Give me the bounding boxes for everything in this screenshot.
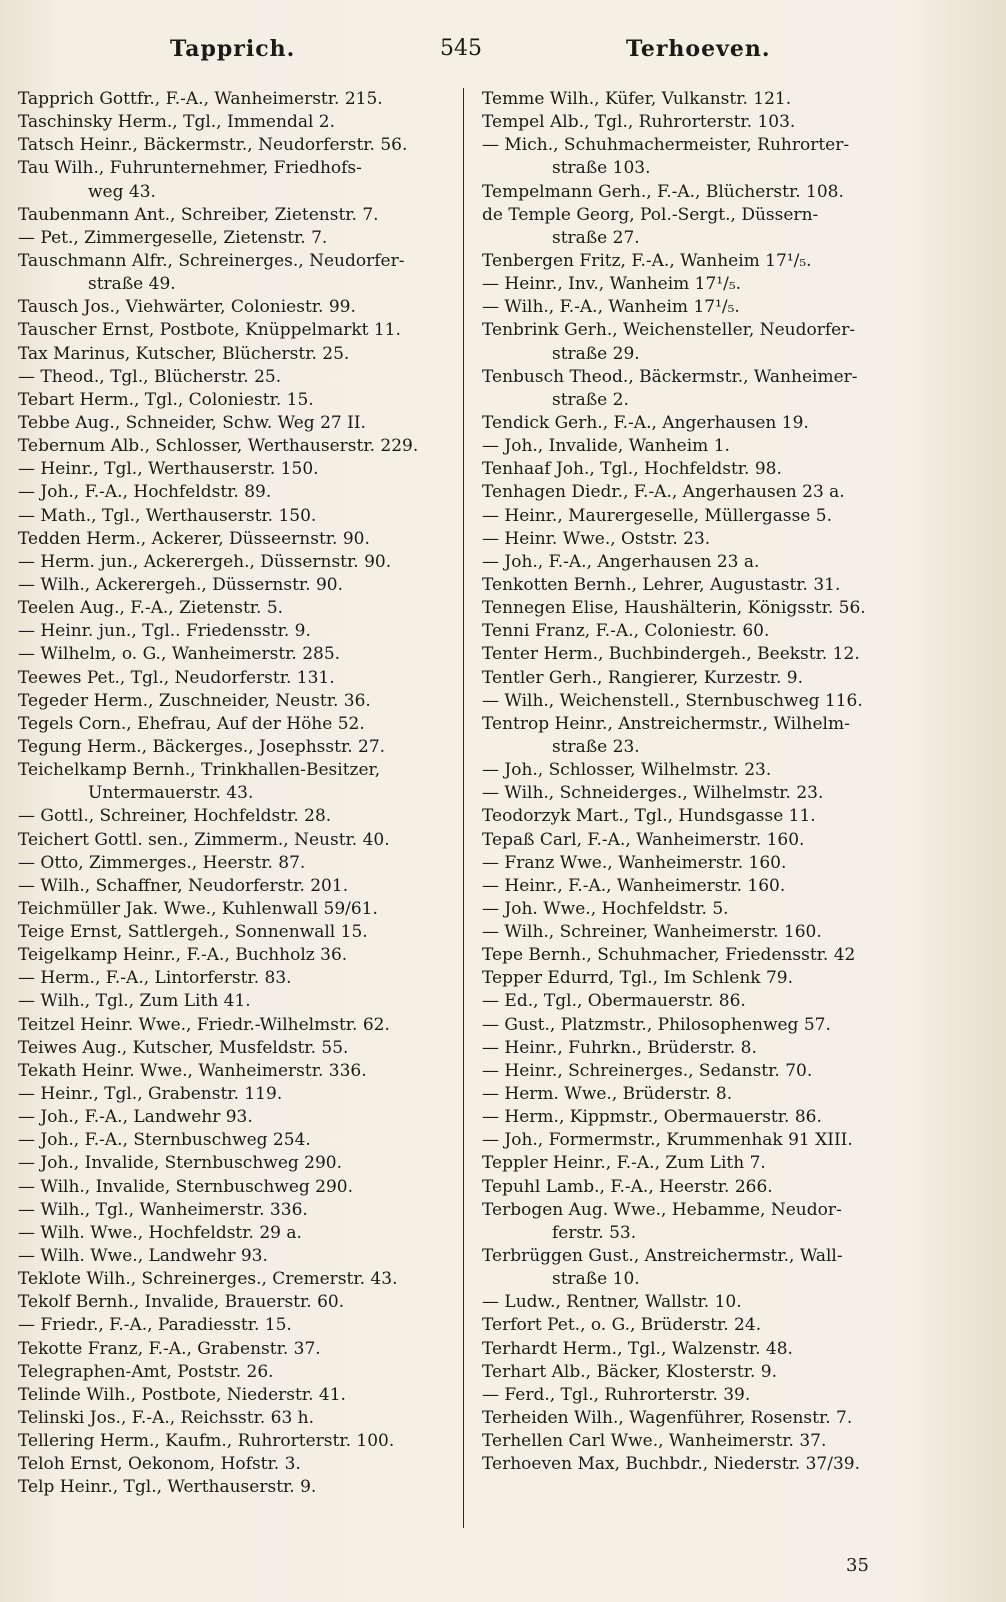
directory-entry: Tebernum Alb., Schlosser, Werthauserstr. 229.	[18, 436, 419, 457]
directory-entry: Tatsch Heinr., Bäckermstr., Neudorferstr. 56.	[18, 135, 408, 156]
directory-entry: — Wilh., Ackerergeh., Düssernstr. 90.	[18, 574, 344, 595]
directory-entry: Telinski Jos., F.-A., Reichsstr. 63 h.	[18, 1408, 315, 1429]
directory-entry: Teklote Wilh., Schreinerges., Cremerstr. 43.	[18, 1269, 398, 1290]
directory-entry: Taubenmann Ant., Schreiber, Zietenstr. 7.	[18, 204, 379, 225]
directory-entry: — Franz Wwe., Wanheimerstr. 160.	[482, 852, 787, 873]
directory-entry: Tebbe Aug., Schneider, Schw. Weg 27 II.	[18, 412, 366, 433]
directory-entry: Telegraphen-Amt, Poststr. 26.	[18, 1361, 274, 1382]
directory-entry: Temme Wilh., Küfer, Vulkanstr. 121.	[482, 89, 792, 109]
directory-entry: Teloh Ernst, Oekonom, Hofstr. 3.	[18, 1454, 301, 1475]
directory-entry: Tempelmann Gerh., F.-A., Blücherstr. 108.	[482, 181, 844, 202]
directory-entry: — Heinr., Tgl., Grabenstr. 119.	[18, 1084, 283, 1105]
directory-entry: Tedden Herm., Ackerer, Düsseernstr. 90.	[18, 528, 370, 549]
directory-entry: weg 43.	[88, 181, 156, 202]
directory-entry: Tellering Herm., Kaufm., Ruhrorterstr. 100.	[18, 1431, 395, 1452]
directory-entry: Tekotte Franz, F.-A., Grabenstr. 37.	[18, 1338, 321, 1359]
directory-entry: — Ed., Tgl., Obermauerstr. 86.	[482, 991, 746, 1012]
directory-entry: straße 23.	[552, 736, 640, 757]
directory-entry: — Wilh., F.-A., Wanheim 17¹/₅.	[482, 297, 740, 318]
directory-entry: Teelen Aug., F.-A., Zietenstr. 5.	[18, 598, 284, 619]
directory-entry: — Wilh., Schreiner, Wanheimerstr. 160.	[482, 922, 822, 943]
directory-entry: — Wilh., Invalide, Sternbuschweg 290.	[18, 1176, 354, 1197]
directory-entry: Terheiden Wilh., Wagenführer, Rosenstr. 7.	[482, 1408, 853, 1429]
directory-entry: Telp Heinr., Tgl., Werthauserstr. 9.	[18, 1477, 317, 1498]
directory-entry: Tendick Gerh., F.-A., Angerhausen 19.	[482, 412, 809, 433]
page-number: 545	[440, 36, 482, 61]
directory-entry: — Joh., Formermstr., Krummenhak 91 XIII.	[482, 1130, 853, 1151]
directory-entry: Tenhaaf Joh., Tgl., Hochfeldstr. 98.	[482, 459, 782, 480]
directory-entry: Tekath Heinr. Wwe., Wanheimerstr. 336.	[18, 1060, 367, 1081]
directory-entry: Teodorzyk Mart., Tgl., Hundsgasse 11.	[482, 806, 816, 827]
directory-entry: Tegels Corn., Ehefrau, Auf der Höhe 52.	[18, 713, 365, 734]
directory-entry: Tenter Herm., Buchbindergeh., Beekstr. 12.	[482, 644, 860, 665]
directory-entry: — Joh., F.-A., Sternbuschweg 254.	[18, 1130, 311, 1151]
directory-entry: — Pet., Zimmergeselle, Zietenstr. 7.	[18, 227, 328, 248]
directory-entry: — Wilh., Tgl., Wanheimerstr. 336.	[18, 1199, 308, 1220]
directory-entry: Teigelkamp Heinr., F.-A., Buchholz 36.	[18, 945, 348, 966]
directory-entry: Tauscher Ernst, Postbote, Knüppelmarkt 11.	[18, 320, 401, 341]
directory-entry: — Math., Tgl., Werthauserstr. 150.	[18, 505, 317, 526]
directory-entry: — Heinr. Wwe., Oststr. 23.	[482, 528, 711, 549]
left-column	[18, 88, 450, 1500]
directory-entry: Tepe Bernh., Schuhmacher, Friedensstr. 42	[482, 945, 856, 966]
directory-entry: Teppler Heinr., F.-A., Zum Lith 7.	[482, 1153, 766, 1174]
directory-entry: straße 27.	[552, 227, 640, 248]
directory-entry: Tegeder Herm., Zuschneider, Neustr. 36.	[18, 690, 371, 711]
directory-entry: Teige Ernst, Sattlergeh., Sonnenwall 15.	[18, 922, 368, 943]
column-divider	[463, 88, 464, 1528]
directory-entry: Terbogen Aug. Wwe., Hebamme, Neudor-	[482, 1199, 842, 1220]
signature-mark: 35	[846, 1555, 869, 1576]
directory-entry: Tepuhl Lamb., F.-A., Heerstr. 266.	[482, 1176, 773, 1197]
directory-entry: Tempel Alb., Tgl., Ruhrorterstr. 103.	[482, 112, 796, 133]
header-right-keyword: Terhoeven.	[626, 36, 771, 62]
page-header	[0, 36, 1006, 70]
directory-entry: — Joh., F.-A., Angerhausen 23 a.	[482, 551, 760, 572]
directory-entry: — Herm., Kippmstr., Obermauerstr. 86.	[482, 1107, 822, 1128]
directory-entry: Untermauerstr. 43.	[88, 783, 254, 804]
directory-entry: — Heinr., Maurergeselle, Müllergasse 5.	[482, 505, 832, 526]
directory-entry: straße 2.	[552, 389, 629, 410]
directory-entry: — Theod., Tgl., Blücherstr. 25.	[18, 366, 282, 387]
directory-entry: — Wilhelm, o. G., Wanheimerstr. 285.	[18, 644, 341, 665]
directory-entry: — Joh. Wwe., Hochfeldstr. 5.	[482, 898, 729, 919]
directory-entry: Teichelkamp Bernh., Trinkhallen-Besitzer,	[18, 760, 381, 781]
directory-entry: Teewes Pet., Tgl., Neudorferstr. 131.	[18, 667, 335, 688]
directory-entry: — Otto, Zimmerges., Heerstr. 87.	[18, 852, 306, 873]
directory-entry: Tenhagen Diedr., F.-A., Angerhausen 23 a.	[482, 482, 845, 503]
directory-entry: — Herm. Wwe., Brüderstr. 8.	[482, 1084, 733, 1105]
directory-entry: Terbrüggen Gust., Anstreichermstr., Wall-	[482, 1246, 843, 1267]
header-left-keyword: Tapprich.	[170, 36, 296, 62]
directory-entry: Tepper Edurrd, Tgl., Im Schlenk 79.	[482, 968, 794, 989]
directory-entry: straße 49.	[88, 274, 176, 295]
directory-entry: Terhart Alb., Bäcker, Klosterstr. 9.	[482, 1361, 777, 1382]
directory-entry: ferstr. 53.	[552, 1222, 637, 1243]
directory-entry: — Heinr. jun., Tgl.. Friedensstr. 9.	[18, 621, 311, 642]
directory-entry: Tenbergen Fritz, F.-A., Wanheim 17¹/₅.	[482, 250, 812, 271]
directory-entry: Tenbusch Theod., Bäckermstr., Wanheimer-	[482, 366, 858, 387]
directory-entry: Tau Wilh., Fuhrunternehmer, Friedhofs-	[18, 158, 362, 179]
directory-entry: — Heinr., Tgl., Werthauserstr. 150.	[18, 459, 319, 480]
directory-entry: Tausch Jos., Viehwärter, Coloniestr. 99.	[18, 297, 356, 318]
directory-entry: — Gottl., Schreiner, Hochfeldstr. 28.	[18, 806, 332, 827]
directory-entry: — Herm., F.-A., Lintorferstr. 83.	[18, 968, 292, 989]
right-column	[482, 88, 910, 1476]
directory-entry: — Friedr., F.-A., Paradiesstr. 15.	[18, 1315, 292, 1336]
directory-entry: Terhoeven Max, Buchbdr., Niederstr. 37/39.	[482, 1454, 861, 1475]
directory-entry: — Gust., Platzmstr., Philosophenweg 57.	[482, 1014, 831, 1035]
directory-entry: Tauschmann Alfr., Schreinerges., Neudorfer-	[18, 250, 405, 271]
directory-entry: de Temple Georg, Pol.-Sergt., Düssern-	[482, 204, 819, 225]
directory-entry: Tekolf Bernh., Invalide, Brauerstr. 60.	[18, 1292, 345, 1313]
directory-entry: — Wilh., Weichenstell., Sternbuschweg 116.	[482, 690, 863, 711]
directory-entry: — Joh., F.-A., Landwehr 93.	[18, 1107, 253, 1128]
directory-entry: Terhellen Carl Wwe., Wanheimerstr. 37.	[482, 1431, 827, 1452]
directory-entry: — Joh., Invalide, Wanheim 1.	[482, 436, 730, 457]
directory-entry: — Mich., Schuhmachermeister, Ruhrorter-	[482, 135, 850, 156]
directory-entry: — Joh., Invalide, Sternbuschweg 290.	[18, 1153, 343, 1174]
directory-entry: straße 103.	[552, 158, 651, 179]
directory-entry: — Heinr., Fuhrkn., Brüderstr. 8.	[482, 1037, 757, 1058]
directory-entry: Tenkotten Bernh., Lehrer, Augustastr. 31.	[482, 574, 841, 595]
directory-entry: — Joh., F.-A., Hochfeldstr. 89.	[18, 482, 272, 503]
directory-entry: Teitzel Heinr. Wwe., Friedr.-Wilhelmstr. 62.	[18, 1014, 390, 1035]
directory-entry: Tapprich Gottfr., F.-A., Wanheimerstr. 215.	[18, 89, 383, 109]
directory-entry: Terfort Pet., o. G., Brüderstr. 24.	[482, 1315, 762, 1336]
directory-entry: — Heinr., Inv., Wanheim 17¹/₅.	[482, 274, 742, 295]
directory-entry: Terhardt Herm., Tgl., Walzenstr. 48.	[482, 1338, 793, 1359]
directory-entry: — Wilh. Wwe., Landwehr 93.	[18, 1246, 268, 1267]
directory-entry: — Ludw., Rentner, Wallstr. 10.	[482, 1292, 742, 1313]
directory-entry: Tenbrink Gerh., Weichensteller, Neudorfer-	[482, 320, 856, 341]
directory-entry: Teichmüller Jak. Wwe., Kuhlenwall 59/61.	[18, 898, 378, 919]
directory-entry: Telinde Wilh., Postbote, Niederstr. 41.	[18, 1384, 346, 1405]
directory-entry: Tenni Franz, F.-A., Coloniestr. 60.	[482, 621, 770, 642]
directory-entry: Teiwes Aug., Kutscher, Musfeldstr. 55.	[18, 1037, 349, 1058]
directory-entry: — Heinr., Schreinerges., Sedanstr. 70.	[482, 1060, 813, 1081]
directory-entry: — Joh., Schlosser, Wilhelmstr. 23.	[482, 760, 772, 781]
directory-entry: Tegung Herm., Bäckerges., Josephsstr. 27.	[18, 736, 386, 757]
directory-entry: — Wilh. Wwe., Hochfeldstr. 29 a.	[18, 1222, 302, 1243]
directory-entry: — Ferd., Tgl., Ruhrorterstr. 39.	[482, 1384, 751, 1405]
directory-entry: Tebart Herm., Tgl., Coloniestr. 15.	[18, 389, 314, 410]
directory-entry: Teichert Gottl. sen., Zimmerm., Neustr. 40.	[18, 829, 390, 850]
directory-entry: Tax Marinus, Kutscher, Blücherstr. 25.	[18, 343, 350, 364]
directory-entry: Taschinsky Herm., Tgl., Immendal 2.	[18, 112, 336, 133]
directory-entry: Tentrop Heinr., Anstreichermstr., Wilhelm-	[482, 713, 850, 734]
directory-entry: straße 29.	[552, 343, 640, 364]
directory-entry: — Wilh., Tgl., Zum Lith 41.	[18, 991, 251, 1012]
directory-entry: Tepaß Carl, F.-A., Wanheimerstr. 160.	[482, 829, 805, 850]
directory-entry: Tennegen Elise, Haushälterin, Königsstr. 56.	[482, 598, 866, 619]
directory-entry: straße 10.	[552, 1269, 640, 1290]
directory-entry: — Heinr., F.-A., Wanheimerstr. 160.	[482, 875, 786, 896]
directory-entry: — Wilh., Schaffner, Neudorferstr. 201.	[18, 875, 349, 896]
directory-entry: — Herm. jun., Ackerergeh., Düssernstr. 90.	[18, 551, 392, 572]
directory-entry: — Wilh., Schneiderges., Wilhelmstr. 23.	[482, 783, 824, 804]
directory-entry: Tentler Gerh., Rangierer, Kurzestr. 9.	[482, 667, 803, 688]
